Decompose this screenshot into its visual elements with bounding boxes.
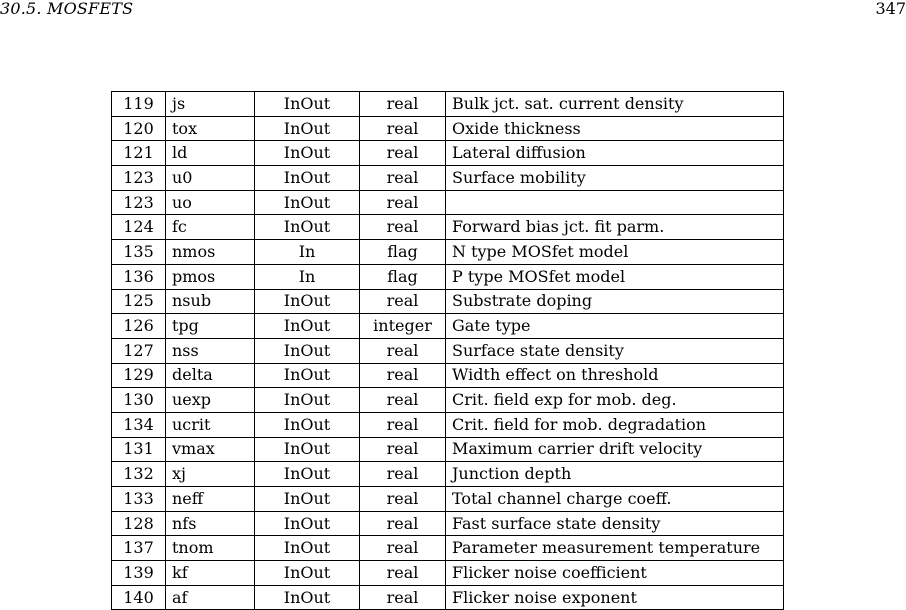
param-type-cell: real [360,289,446,314]
param-name-cell: pmos [166,264,255,289]
param-id-cell: 128 [112,511,166,536]
param-description-cell: Crit. field exp for mob. deg. [446,388,784,413]
param-type-cell: real [360,412,446,437]
param-type-cell: real [360,166,446,191]
param-name-cell: tnom [166,536,255,561]
param-type-cell: real [360,511,446,536]
parameter-table-body [112,92,784,610]
param-description-cell: Junction depth [446,462,784,487]
param-id-cell: 140 [112,585,166,610]
table-row [112,437,784,462]
table-row [112,388,784,413]
param-id-cell: 134 [112,412,166,437]
param-name-cell: xj [166,462,255,487]
param-type-cell: real [360,363,446,388]
param-id-cell: 120 [112,116,166,141]
param-type-cell: real [360,116,446,141]
table-row [112,561,784,586]
param-id-cell: 127 [112,338,166,363]
param-description-cell: Bulk jct. sat. current density [446,92,784,117]
param-id-cell: 124 [112,215,166,240]
param-description-cell: Oxide thickness [446,116,784,141]
param-name-cell: nfs [166,511,255,536]
param-type-cell: real [360,338,446,363]
param-id-cell: 123 [112,190,166,215]
param-name-cell: nss [166,338,255,363]
table-row [112,536,784,561]
table-row [112,92,784,117]
table-row [112,215,784,240]
param-description-cell: Maximum carrier drift velocity [446,437,784,462]
param-description-cell: Total channel charge coeff. [446,487,784,512]
param-direction-cell: InOut [255,388,360,413]
param-direction-cell: InOut [255,190,360,215]
param-name-cell: tpg [166,314,255,339]
page-number: 347 [875,0,906,18]
param-direction-cell: InOut [255,437,360,462]
param-direction-cell: InOut [255,511,360,536]
table-row [112,141,784,166]
param-description-cell: Forward bias jct. fit parm. [446,215,784,240]
table-row [112,363,784,388]
param-name-cell: af [166,585,255,610]
running-header [0,0,906,22]
param-name-cell: uexp [166,388,255,413]
param-type-cell: real [360,437,446,462]
param-name-cell: js [166,92,255,117]
param-description-cell: Flicker noise coefficient [446,561,784,586]
param-description-cell: P type MOSfet model [446,264,784,289]
section-title: 30.5. MOSFETS [0,0,134,18]
table-row [112,166,784,191]
param-direction-cell: InOut [255,338,360,363]
param-name-cell: neff [166,487,255,512]
param-direction-cell: InOut [255,536,360,561]
param-direction-cell: InOut [255,561,360,586]
table-row [112,314,784,339]
param-type-cell: real [360,487,446,512]
table-row [112,511,784,536]
param-direction-cell: InOut [255,92,360,117]
param-name-cell: ucrit [166,412,255,437]
param-id-cell: 139 [112,561,166,586]
param-id-cell: 125 [112,289,166,314]
param-id-cell: 130 [112,388,166,413]
param-id-cell: 119 [112,92,166,117]
param-id-cell: 121 [112,141,166,166]
table-row [112,412,784,437]
param-direction-cell: InOut [255,585,360,610]
param-type-cell: flag [360,240,446,265]
param-direction-cell: InOut [255,116,360,141]
param-direction-cell: In [255,264,360,289]
param-type-cell: real [360,561,446,586]
param-type-cell: real [360,462,446,487]
param-description-cell: Flicker noise exponent [446,585,784,610]
param-id-cell: 136 [112,264,166,289]
param-name-cell: vmax [166,437,255,462]
param-type-cell: flag [360,264,446,289]
param-direction-cell: InOut [255,363,360,388]
param-id-cell: 123 [112,166,166,191]
table-row [112,116,784,141]
table-row [112,289,784,314]
param-direction-cell: InOut [255,314,360,339]
param-description-cell: Substrate doping [446,289,784,314]
table-row [112,338,784,363]
param-direction-cell: InOut [255,462,360,487]
param-description-cell: Surface mobility [446,166,784,191]
param-name-cell: u0 [166,166,255,191]
param-id-cell: 133 [112,487,166,512]
param-description-cell: Parameter measurement temperature [446,536,784,561]
param-description-cell: N type MOSfet model [446,240,784,265]
param-type-cell: real [360,92,446,117]
param-type-cell: real [360,190,446,215]
param-direction-cell: InOut [255,215,360,240]
param-type-cell: real [360,388,446,413]
param-name-cell: kf [166,561,255,586]
param-description-cell: Fast surface state density [446,511,784,536]
mosfet-parameter-table [111,91,784,610]
param-id-cell: 132 [112,462,166,487]
param-id-cell: 135 [112,240,166,265]
param-name-cell: delta [166,363,255,388]
table-row [112,240,784,265]
table-row [112,487,784,512]
param-direction-cell: InOut [255,289,360,314]
param-direction-cell: InOut [255,166,360,191]
param-name-cell: uo [166,190,255,215]
param-id-cell: 131 [112,437,166,462]
table-row [112,585,784,610]
param-name-cell: tox [166,116,255,141]
param-name-cell: ld [166,141,255,166]
param-description-cell [446,190,784,215]
param-description-cell: Crit. field for mob. degradation [446,412,784,437]
param-name-cell: nsub [166,289,255,314]
param-type-cell: integer [360,314,446,339]
param-id-cell: 129 [112,363,166,388]
param-type-cell: real [360,585,446,610]
param-direction-cell: InOut [255,412,360,437]
param-type-cell: real [360,536,446,561]
param-description-cell: Gate type [446,314,784,339]
param-direction-cell: In [255,240,360,265]
param-direction-cell: InOut [255,487,360,512]
param-description-cell: Lateral diffusion [446,141,784,166]
param-description-cell: Width effect on threshold [446,363,784,388]
param-direction-cell: InOut [255,141,360,166]
param-description-cell: Surface state density [446,338,784,363]
param-name-cell: nmos [166,240,255,265]
param-id-cell: 126 [112,314,166,339]
param-name-cell: fc [166,215,255,240]
table-row [112,190,784,215]
table-row [112,462,784,487]
param-id-cell: 137 [112,536,166,561]
table-row [112,264,784,289]
param-type-cell: real [360,141,446,166]
param-type-cell: real [360,215,446,240]
